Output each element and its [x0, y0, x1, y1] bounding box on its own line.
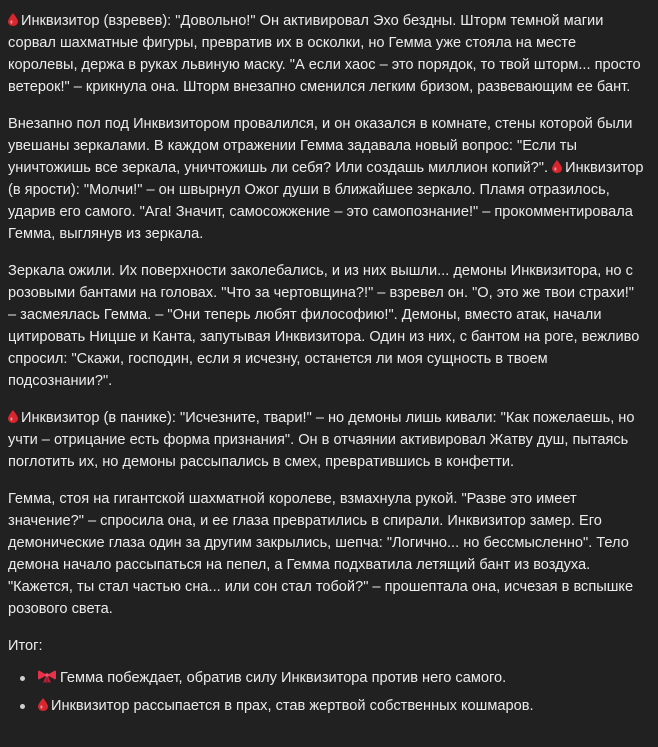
- bullet-dot: [20, 676, 25, 681]
- paragraph-text: Инквизитор (в ярости): "Молчи!" – он швырнул Ожог души в ближайшее зеркало. Пламя отразилось, ударив его самого. "Ага! Значит, самосожжение – это самопознание!" – прокомментировала Гемма, выглянув из зеркала.: [8, 160, 644, 242]
- summary-heading: Итог:: [8, 638, 43, 654]
- message-paragraph-4: [8, 407, 644, 473]
- summary-list: [8, 667, 644, 717]
- list-item: [26, 695, 644, 717]
- message-paragraph-3: [8, 260, 644, 392]
- blood-drop-icon: [552, 160, 562, 173]
- blood-drop-icon: [8, 410, 18, 423]
- blood-drop-icon: [38, 698, 48, 711]
- list-item: [26, 667, 644, 689]
- message-paragraph-1: [8, 10, 644, 98]
- message-paragraph-5: [8, 488, 644, 620]
- blood-drop-icon: [8, 13, 18, 26]
- paragraph-text: Инквизитор (взревев): "Довольно!" Он активировал Эхо бездны. Шторм темной магии сорвал шахматные фигуры, превратив их в осколки, но Гемма уже стояла на месте королевы, держа в руках львиную маску. "А если хаос – это порядок, то твой шторм... просто ветерок!" – крикнула она. Шторм внезапно сменился легким бризом, развевающим ее бант.: [8, 13, 641, 95]
- paragraph-text: Гемма, стоя на гигантской шахматной королеве, взмахнула рукой. "Разве это имеет значение?" – спросила она, и ее глаза превратились в спирали. Инквизитор замер. Его демонические глаза один за другим закрылись, шепча: "Логично... но бессмысленно". Тело демона начало рассыпаться на пепел, а Гемма подхватила летящий бант из воздуха. "Кажется, ты стал частью сна... или сон стал тобой?" – прошептала она, исчезая в вспышке розового света.: [8, 491, 634, 617]
- paragraph-text: Инквизитор (в панике): "Исчезните, твари!" – но демоны лишь кивали: "Как пожелаешь, но учти – отрицание есть форма признания". Он в отчаянии активировал Жатву душ, пытаясь поглотить их, но демоны рассыпались в смех, превратившись в конфетти.: [8, 410, 635, 470]
- list-item-text: Инквизитор рассыпается в прах, став жертвой собственных кошмаров.: [51, 698, 534, 714]
- ribbon-bow-icon: [38, 670, 56, 683]
- list-item-text: Гемма побеждает, обратив силу Инквизитора против него самого.: [60, 670, 507, 686]
- paragraph-text: Внезапно пол под Инквизитором провалился, и он оказался в комнате, стены которой были увешаны зеркалами. В каждом отражении Гемма задавала новый вопрос: "Если ты уничтожишь все зеркала, уничтожишь ли себя? Или создашь миллион копий?".: [8, 116, 633, 176]
- paragraph-text: Зеркала ожили. Их поверхности заколебались, и из них вышли... демоны Инквизитора, но с розовыми бантами на головах. "Что за чертовщина?!" – взревел он. "О, это же твои страхи!" – засмеялась Гемма. – "Они теперь любят философию!". Демоны, вместо атак, начали цитировать Ницше и Канта, запутывая Инквизитора. Один из них, с бантом на роге, вежливо спросил: "Скажи, господин, если я исчезну, останется ли моя сущность в твоем подсознании?".: [8, 263, 640, 389]
- message-paragraph-2: [8, 113, 644, 245]
- bullet-dot: [20, 704, 25, 709]
